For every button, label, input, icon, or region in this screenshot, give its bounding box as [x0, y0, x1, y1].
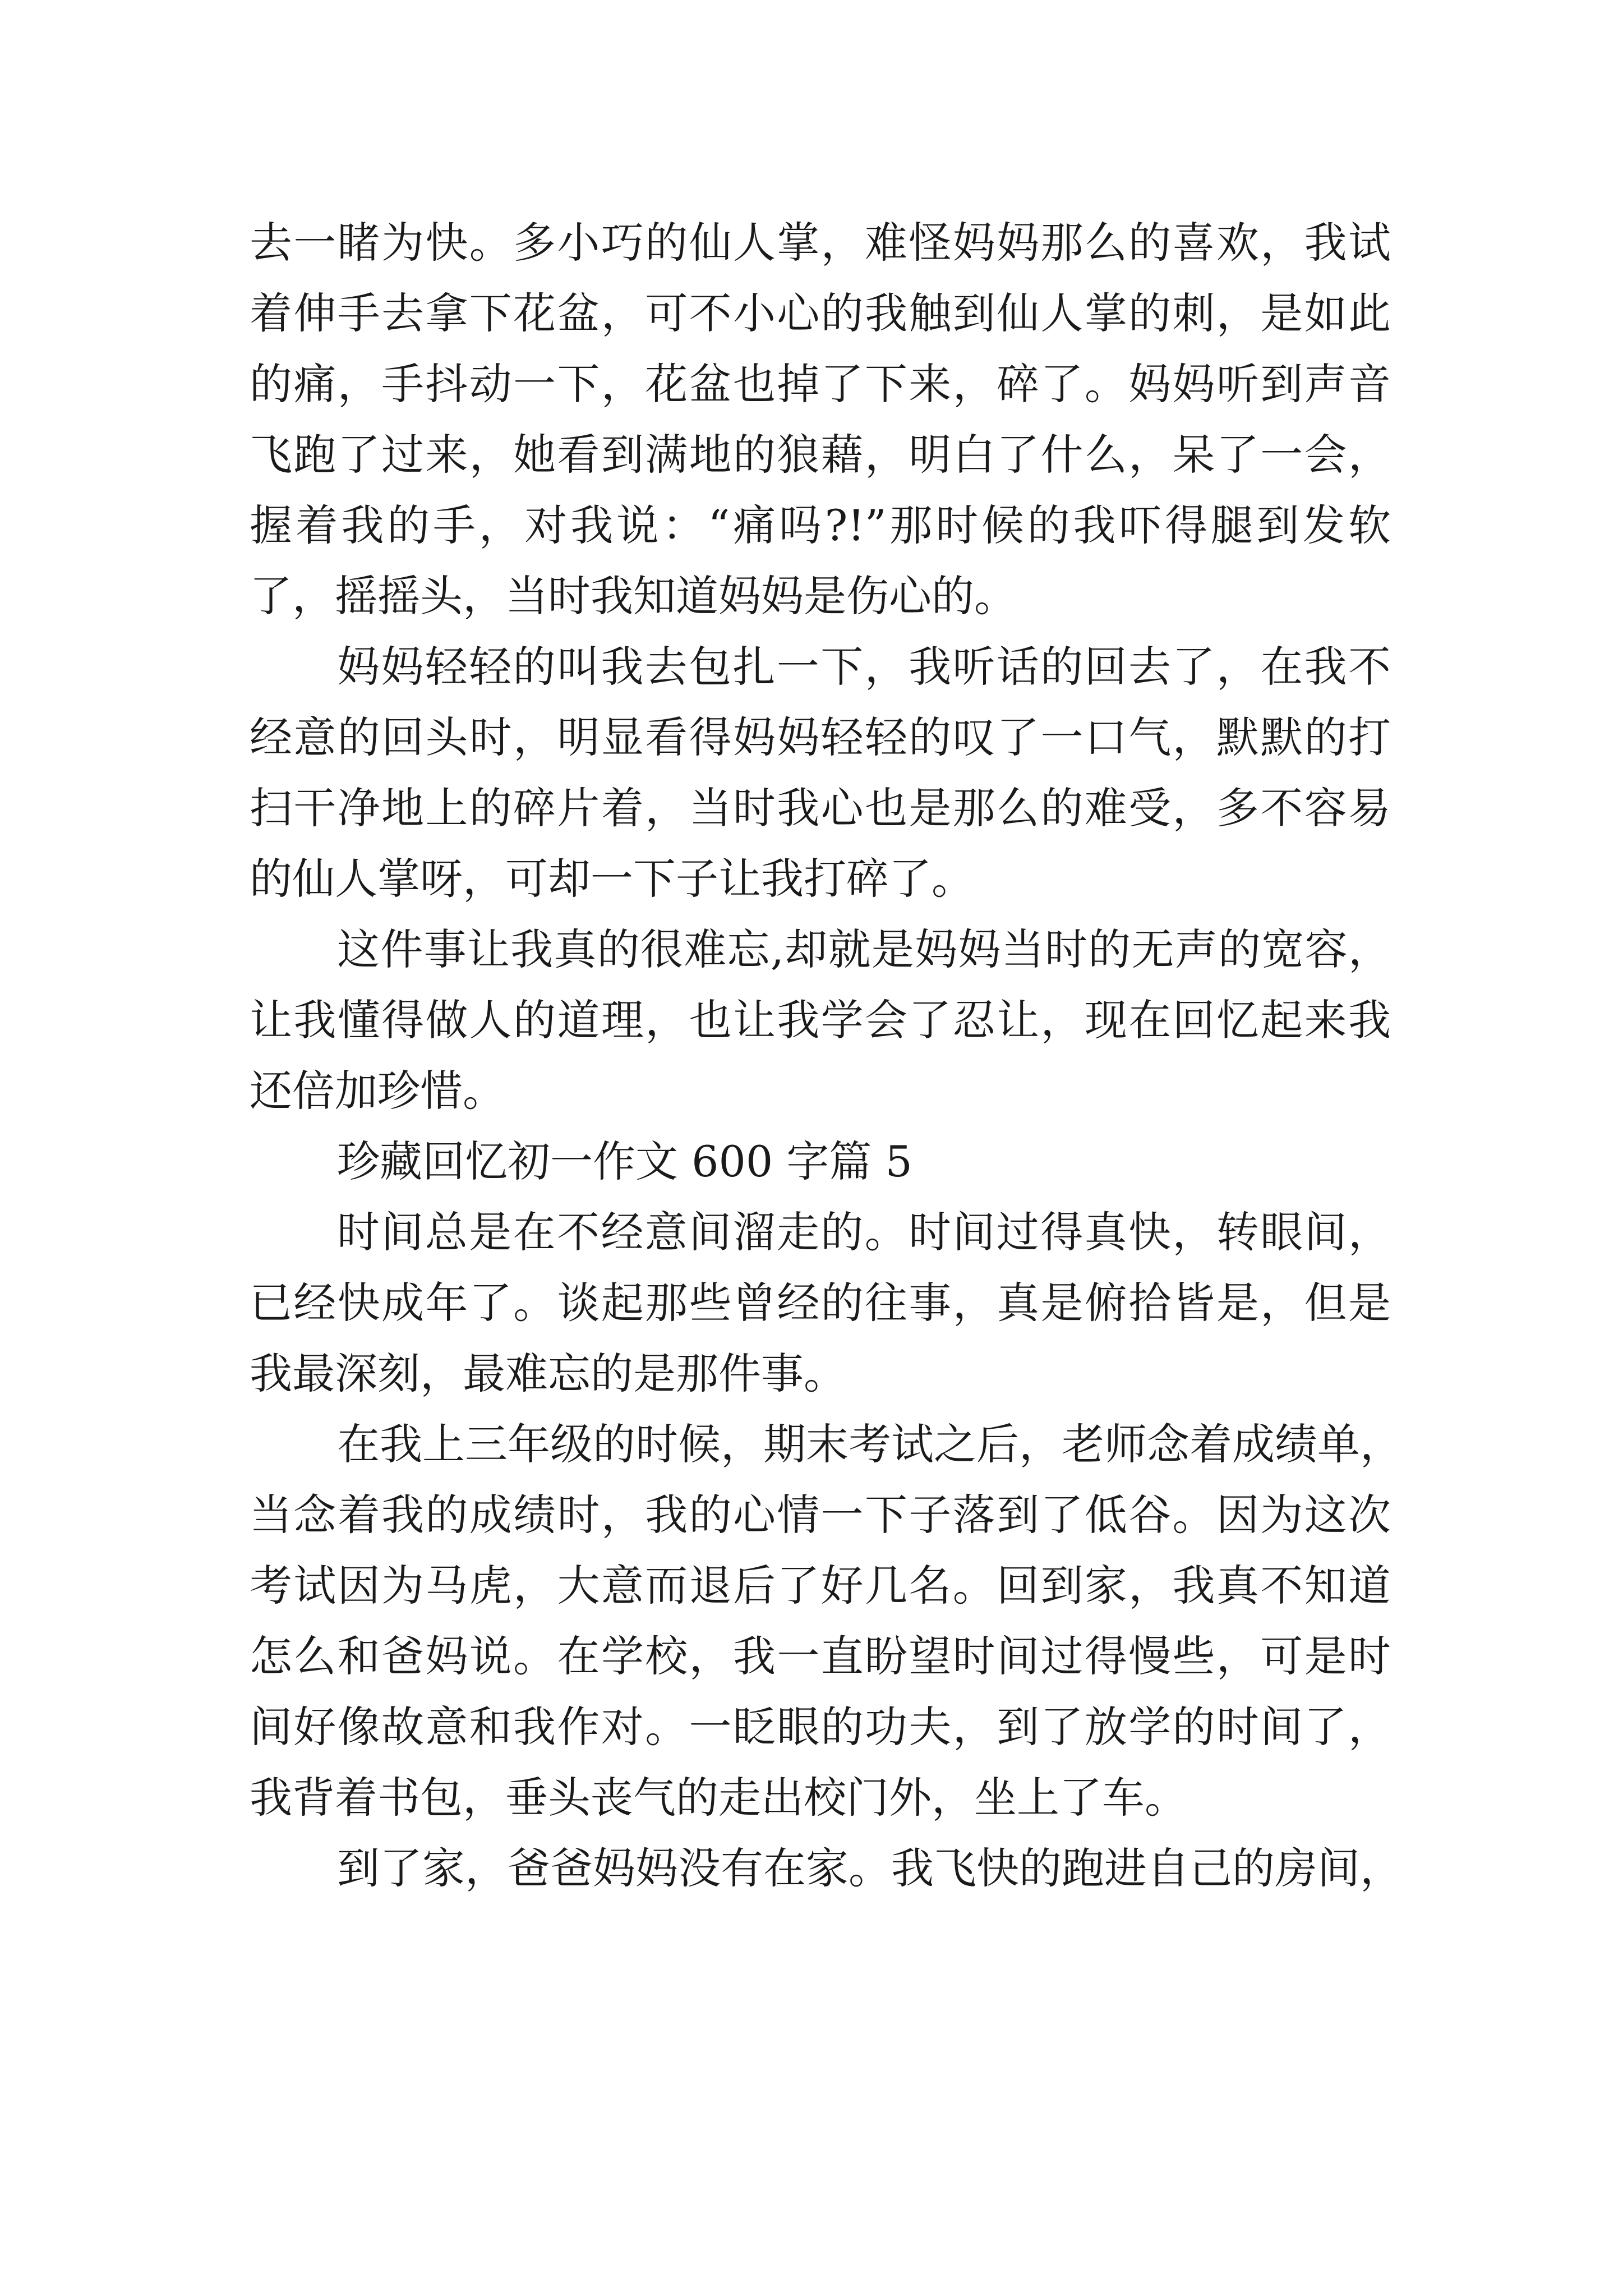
text-line: 还倍加珍惜。	[250, 1066, 505, 1116]
text-line: 让我懂得做人的道理，也让我学会了忍让，现在回忆起来我	[250, 995, 1391, 1045]
paragraph	[250, 208, 1391, 632]
text-line: 了，摇摇头，当时我知道妈妈是伤心的。	[250, 571, 1017, 621]
text-line: 已经快成年了。谈起那些曾经的往事，真是俯拾皆是，但是	[250, 1278, 1391, 1328]
text-line: 妈妈轻轻的叫我去包扎一下，我听话的回去了，在我不	[337, 642, 1391, 692]
text-line: 怎么和爸妈说。在学校，我一直盼望时间过得慢些，可是时	[250, 1631, 1391, 1681]
section-title: 珍藏回忆初一作文 600 字篇 5	[337, 1137, 912, 1186]
paragraph	[250, 914, 1391, 1126]
text-line: 当念着我的成绩时，我的心情一下子落到了低谷。因为这次	[250, 1490, 1391, 1540]
text-line: 经意的回头时，明显看得妈妈轻轻的叹了一口气，默默的打	[250, 712, 1391, 762]
body-text	[250, 208, 1403, 1904]
section-heading	[250, 1126, 1391, 1197]
text-line: 时间总是在不经意间溜走的。时间过得真快，转眼间，	[337, 1207, 1391, 1257]
text-line: 的仙人掌呀，可却一下子让我打碎了。	[250, 854, 974, 904]
text-line: 在我上三年级的时候，期末考试之后，老师念着成绩单，	[337, 1419, 1403, 1469]
text-line: 握着我的手，对我说：“痛吗?!”那时候的我吓得腿到发软	[250, 500, 1391, 550]
text-line: 到了家，爸爸妈妈没有在家。我飞快的跑进自己的房间，	[337, 1843, 1403, 1893]
text-line: 去一睹为快。多小巧的仙人掌，难怪妈妈那么的喜欢，我试	[250, 218, 1391, 268]
text-line: 这件事让我真的很难忘,却就是妈妈当时的无声的宽容，	[337, 924, 1391, 974]
text-line: 我背着书包，垂头丧气的走出校门外，坐上了车。	[250, 1773, 1187, 1823]
text-line: 飞跑了过来，她看到满地的狼藉，明白了什么，呆了一会，	[250, 430, 1391, 480]
text-line: 考试因为马虎，大意而退后了好几名。回到家，我真不知道	[250, 1561, 1391, 1611]
text-line: 的痛，手抖动一下，花盆也掉了下来，碎了。妈妈听到声音	[250, 359, 1391, 409]
text-line: 间好像故意和我作对。一眨眼的功夫，到了放学的时间了，	[250, 1702, 1391, 1752]
text-line: 扫干净地上的碎片着，当时我心也是那么的难受，多不容易	[250, 783, 1391, 833]
paragraph	[250, 632, 1391, 914]
paragraph	[250, 1409, 1403, 1833]
text-line: 我最深刻，最难忘的是那件事。	[250, 1349, 846, 1398]
paragraph	[250, 1197, 1391, 1409]
paragraph	[250, 1833, 1403, 1904]
text-line: 着伸手去拿下花盆，可不小心的我触到仙人掌的刺，是如此	[250, 288, 1391, 338]
